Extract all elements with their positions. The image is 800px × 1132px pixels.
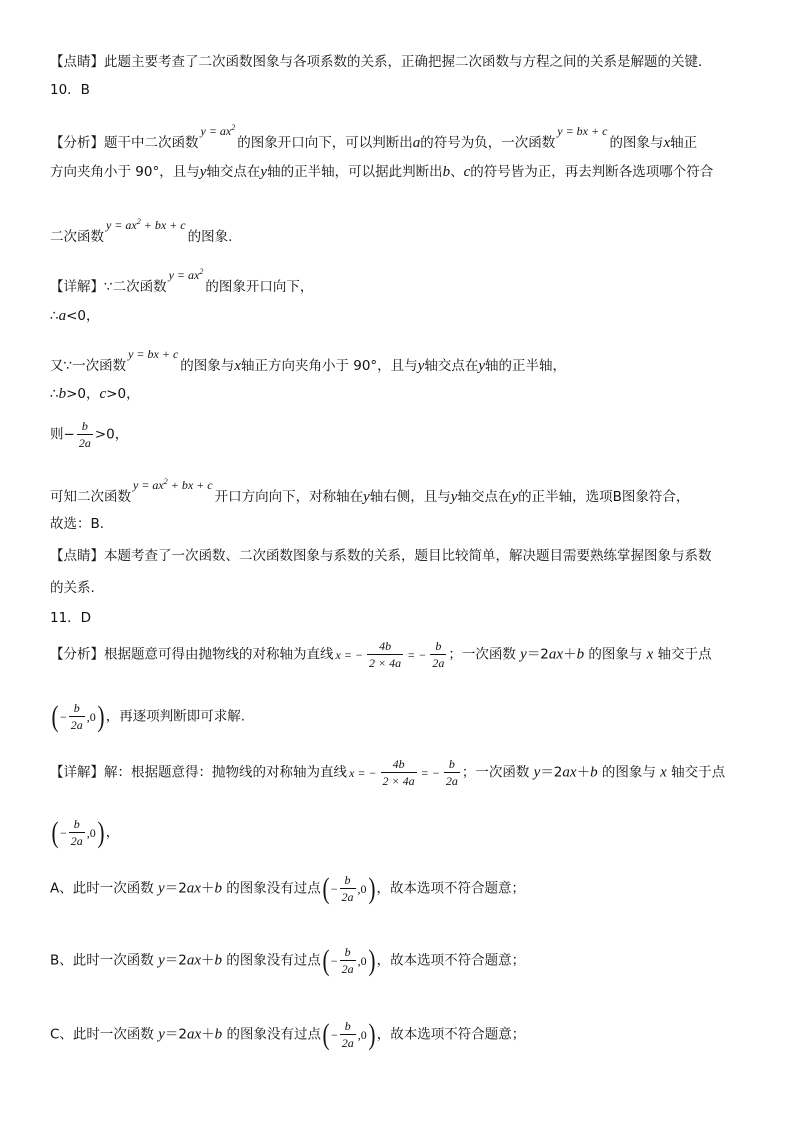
math-linear: y = bx + c [557,124,608,138]
analysis-q10-line1: 【分析】题干中二次函数$y = ax^2$的图象开口向下，可以判断出a的符号为负，一次函数y = bx + c的图象与x轴正 [50,118,697,153]
detail-q10-line3: 又∵一次函数y = bx + c的图象与x轴正方向夹角小于 90°，且与y轴交点在y轴的正半轴， [50,344,566,376]
math-quadratic: $y = ax^2$ [200,123,236,138]
detail-q10-line2: ∴a<0， [50,308,100,324]
math-quadratic-full: $y = ax^2$ + bx + c [133,477,213,492]
option-c: C、此时一次函数 y＝2ax＋b 的图象没有过点 ( − $\frac{b}{2a}$ ,0 ) ，故本选项不符合题意； [50,1017,526,1051]
pointer-note-q10-line1: 【点睛】本题考查了一次函数、二次函数图象与系数的关系，题目比较简单，解决题目需要熟练掌握图象与系数 [50,548,712,564]
answer-q11: 11．D [50,610,92,626]
option-b: B、此时一次函数 y＝2ax＋b 的图象没有过点 ( − $\frac{b}{2a}$ ,0 ) ，故本选项不符合题意； [50,943,526,977]
answer-q10: 10．B [50,82,90,98]
analysis-q10-line2: 方向夹角小于 90°，且与y轴交点在y轴的正半轴，可以据此判断出b、c的符号皆为正，再去判断各选项哪个符合 [50,164,714,180]
analysis-q11-line1: 【分析】根据题意可得由抛物线的对称轴为直线 x = − $\frac{4b}{2 \times 4a}$ = − $\frac{b}{2a}$ ；一次函数 y＝2ax＋b 的图象与 x 轴交于点 [50,639,712,670]
option-a: A、此时一次函数 y＝2ax＋b 的图象没有过点 ( − $\frac{b}{2a}$ ,0 ) ，故本选项不符合题意； [50,871,526,905]
detail-q10-line5: 则− $\frac{b}{2a}$ >0， [50,419,129,450]
detail-q10-line6: 可知二次函数$y = ax^2$ + bx + c开口方向向下，对称轴在y轴右侧，且与y轴交点在y的正半轴，选项B图象符合， [50,472,689,507]
conclusion-q10: 故选：B. [50,516,105,532]
fraction-b-over-2a: $\frac{b}{2a}$ [78,419,91,450]
pointer-note-q9: 【点睛】此题主要考查了二次函数图象与各项系数的关系，正确把握二次函数与方程之间的关系是解题的关键． [50,54,712,70]
point-neg-b-over-2a: ( − $\frac{b}{2a}$ ,0 ) [51,815,105,849]
math-quadratic-full: $y = ax^2$ + bx + c [106,217,186,232]
detail-q11-line1: 【详解】解：根据题意得：抛物线的对称轴为直线 x = − $\frac{4b}{2 \times 4a}$ = − $\frac{b}{2a}$ ；一次函数 y＝2ax＋b 的图象与 x 轴交于点 [50,757,726,788]
math-linear: y = bx + c [128,347,179,361]
point-neg-b-over-2a: ( − $\frac{b}{2a}$ ,0 ) [51,699,105,733]
detail-q10-line1: 【详解】∵二次函数$y = ax^2$的图象开口向下， [50,262,313,297]
math-quadratic: $y = ax^2$ [168,267,204,282]
fraction-b-over-2a: $\frac{b}{2a}$ [432,639,445,670]
fraction-4b: $\frac{4b}{2 \times 4a}$ [369,639,402,670]
pointer-note-q10-line2: 的关系. [50,580,95,596]
analysis-q11-line2: ( − $\frac{b}{2a}$ ,0 ) ，再逐项判断即可求解. [51,699,246,733]
detail-q11-line2: ( − $\frac{b}{2a}$ ,0 ) ， [51,815,120,849]
detail-q10-line4: ∴b>0，c>0， [50,386,140,402]
analysis-q10-line3: 二次函数$y = ax^2$ + bx + c的图象. [50,212,232,247]
